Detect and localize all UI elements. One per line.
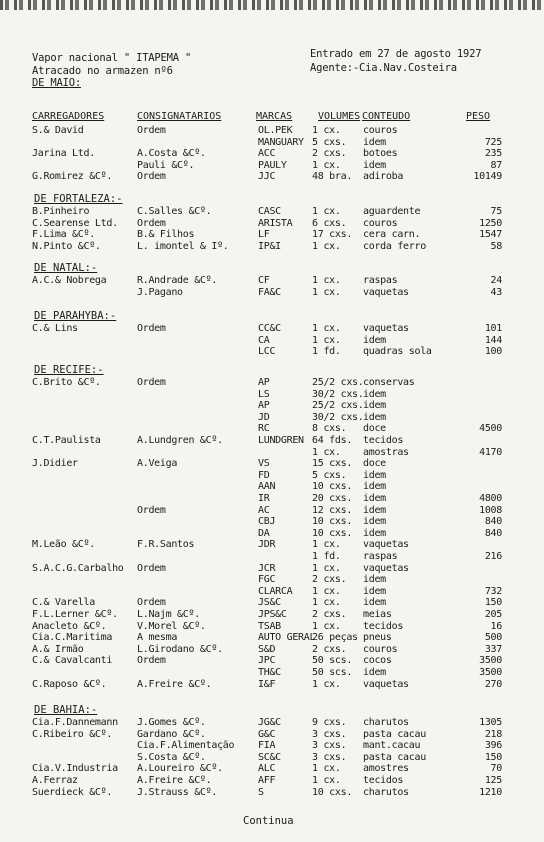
- row-cell-peso: 101: [484, 323, 502, 334]
- row-cell-peso: 43: [490, 286, 502, 298]
- row-cell-volumes: 26 peças: [312, 632, 358, 644]
- row-cell-consignatario: J.Pagano: [137, 286, 183, 298]
- row-cell-consignatario: L.Najm &Cº.: [137, 609, 200, 620]
- row-cell-marca: AUTO GERAL: [258, 632, 316, 644]
- row-cell-consignatario: L. imontel & Iº.: [137, 240, 229, 252]
- row-cell-consignatario: A mesma: [137, 632, 178, 644]
- row-cell-conteudo: meias: [363, 609, 392, 620]
- row-cell-marca: AC: [258, 504, 270, 516]
- row-cell-consignatario: Ordem: [137, 125, 166, 136]
- row-cell-conteudo: idem: [363, 388, 386, 400]
- row-cell-peso: 1008: [479, 504, 502, 516]
- row-cell-marca: ALC: [258, 763, 276, 775]
- row-cell-carregador: Cia.V.Industria: [32, 763, 118, 775]
- row-cell-carregador: Anacleto &Cº.: [32, 620, 107, 632]
- row-cell-conteudo: idem: [363, 527, 386, 539]
- row-cell-conteudo: corda ferro: [363, 240, 426, 252]
- row-cell-conteudo: doce: [363, 423, 386, 435]
- row-cell-conteudo: idem: [363, 159, 386, 171]
- section-heading: DE NATAL:-: [34, 262, 98, 274]
- row-cell-peso: 840: [484, 516, 502, 528]
- row-cell-marca: ARISTA: [258, 217, 293, 229]
- row-cell-peso: 216: [484, 551, 502, 562]
- row-cell-consignatario: Ordem: [137, 504, 166, 516]
- row-cell-conteudo: couros: [363, 125, 398, 136]
- row-cell-carregador: S.A.C.G.Carbalho: [32, 562, 124, 574]
- row-cell-carregador: Suerdieck &Cº.: [32, 786, 113, 798]
- row-cell-marca: LS: [258, 388, 270, 400]
- row-cell-carregador: C.Brito &Cº.: [32, 377, 101, 388]
- section-heading: DE PARAHYBA:-: [34, 310, 117, 322]
- row-cell-carregador: S.& David: [32, 125, 84, 136]
- row-cell-marca: FIA: [258, 740, 276, 752]
- row-cell-marca: AP: [258, 377, 270, 388]
- row-cell-conteudo: vaquetas: [363, 539, 409, 551]
- row-cell-marca: LUNDGREN: [258, 435, 304, 446]
- row-cell-consignatario: J.Strauss &Cº.: [137, 786, 218, 798]
- column-header-consignatarios: CONSIGNATARIOS: [137, 111, 222, 122]
- row-cell-carregador: C.Searense Ltd.: [32, 217, 118, 229]
- row-cell-volumes: 1 cx.: [312, 334, 341, 346]
- row-cell-conteudo: idem: [363, 334, 386, 346]
- row-cell-peso: 125: [484, 775, 502, 786]
- row-cell-volumes: 64 fds.: [312, 435, 353, 446]
- row-cell-marca: JG&C: [258, 717, 281, 728]
- row-cell-marca: AP: [258, 400, 270, 412]
- row-cell-peso: 3500: [479, 667, 502, 678]
- row-cell-peso: 732: [484, 585, 502, 597]
- row-cell-volumes: 10 cxs.: [312, 516, 353, 528]
- row-cell-consignatario: Ordem: [137, 655, 166, 667]
- row-cell-peso: 1305: [479, 717, 502, 728]
- row-cell-marca: CBJ: [258, 516, 276, 528]
- vessel-name: Vapor nacional " ITAPEMA ": [32, 52, 192, 64]
- row-cell-conteudo: idem: [363, 469, 386, 481]
- row-cell-volumes: 1 cx.: [312, 159, 341, 171]
- row-cell-consignatario: A.Lundgren &Cº.: [137, 435, 223, 446]
- row-cell-peso: 150: [484, 751, 502, 763]
- row-cell-conteudo: tecidos: [363, 775, 404, 786]
- row-cell-conteudo: charutos: [363, 786, 409, 798]
- row-cell-conteudo: couros: [363, 217, 398, 229]
- row-cell-conteudo: mant.cacau: [363, 740, 421, 752]
- row-cell-consignatario: Ordem: [137, 597, 166, 609]
- column-header-carregadores: CARREGADORES: [32, 111, 105, 122]
- row-cell-carregador: C.Ribeiro &Cº.: [32, 728, 113, 740]
- row-cell-marca: FD: [258, 469, 270, 481]
- row-cell-peso: 150: [484, 597, 502, 609]
- row-cell-conteudo: pasta cacau: [363, 751, 426, 763]
- row-cell-marca: JDR: [258, 539, 276, 551]
- row-cell-conteudo: tecidos: [363, 620, 404, 632]
- row-cell-consignatario: Ordem: [137, 323, 166, 334]
- row-cell-peso: 840: [484, 527, 502, 539]
- row-cell-carregador: A.Ferraz: [32, 775, 78, 786]
- row-cell-carregador: C.& Varella: [32, 597, 95, 609]
- column-header-peso: PESO: [466, 111, 491, 122]
- row-cell-marca: VS: [258, 458, 270, 470]
- row-cell-marca: IP&I: [258, 240, 281, 252]
- column-header-marcas: MARCAS: [256, 111, 293, 122]
- row-cell-conteudo: pneus: [363, 632, 392, 644]
- row-cell-peso: 87: [490, 159, 502, 171]
- row-cell-conteudo: idem: [363, 574, 386, 586]
- row-cell-conteudo: idem: [363, 493, 386, 504]
- row-cell-volumes: 1 cx.: [312, 775, 341, 786]
- row-cell-volumes: 1 fd.: [312, 346, 341, 358]
- row-cell-consignatario: V.Morel &Cº.: [137, 620, 206, 632]
- row-cell-volumes: 1 cx.: [312, 206, 341, 217]
- row-cell-peso: 4500: [479, 423, 502, 435]
- row-cell-peso: 337: [484, 643, 502, 655]
- row-cell-conteudo: raspas: [363, 275, 398, 286]
- row-cell-conteudo: vaquetas: [363, 562, 409, 574]
- row-cell-peso: 235: [484, 148, 502, 160]
- row-cell-carregador: F.L.Lerner &Cº.: [32, 609, 118, 620]
- row-cell-volumes: 15 cxs.: [312, 458, 353, 470]
- row-cell-volumes: 50 scs.: [312, 667, 353, 678]
- row-cell-volumes: 1 cx.: [312, 585, 341, 597]
- row-cell-volumes: 6 cxs.: [312, 217, 347, 229]
- row-cell-marca: S&D: [258, 643, 276, 655]
- row-cell-peso: 396: [484, 740, 502, 752]
- row-cell-conteudo: idem: [363, 136, 386, 148]
- row-cell-conteudo: idem: [363, 585, 386, 597]
- row-cell-conteudo: idem: [363, 400, 386, 412]
- row-cell-conteudo: amostras: [363, 446, 409, 458]
- column-header-volumes: VOLUMES: [318, 111, 361, 122]
- row-cell-carregador: M.Leão &Cº.: [32, 539, 95, 551]
- row-cell-marca: TH&C: [258, 667, 281, 678]
- row-cell-volumes: 1 cx.: [312, 323, 341, 334]
- row-cell-volumes: 10 cxs.: [312, 481, 353, 493]
- row-cell-marca: LCC: [258, 346, 276, 358]
- row-cell-marca: MANGUARY: [258, 136, 304, 148]
- row-cell-marca: JD: [258, 411, 270, 423]
- row-cell-marca: IR: [258, 493, 270, 504]
- row-cell-conteudo: vaquetas: [363, 678, 409, 690]
- row-cell-volumes: 25/2 cxs.: [312, 377, 364, 388]
- row-cell-marca: ACC: [258, 148, 276, 160]
- row-cell-marca: FGC: [258, 574, 276, 586]
- row-cell-peso: 1210: [479, 786, 502, 798]
- row-cell-consignatario: A.Freire &Cº.: [137, 678, 212, 690]
- row-cell-volumes: 10 cxs.: [312, 527, 353, 539]
- row-cell-conteudo: couros: [363, 643, 398, 655]
- row-cell-marca: SC&C: [258, 751, 281, 763]
- row-cell-consignatario: R.Andrade &Cº.: [137, 275, 218, 286]
- row-cell-carregador: A.C.& Nobrega: [32, 275, 107, 286]
- row-cell-volumes: 1 cx.: [312, 597, 341, 609]
- row-cell-carregador: C.T.Paulista: [32, 435, 101, 446]
- row-cell-conteudo: botoes: [363, 148, 398, 160]
- row-cell-consignatario: Ordem: [137, 171, 166, 183]
- row-cell-volumes: 17 cxs.: [312, 229, 353, 241]
- row-cell-volumes: 1 cx.: [312, 678, 341, 690]
- row-cell-peso: 3500: [479, 655, 502, 667]
- row-cell-conteudo: conservas: [363, 377, 415, 388]
- continued-note: Continua: [243, 815, 294, 827]
- row-cell-conteudo: cera carn.: [363, 229, 421, 241]
- arrival-date: Entrado em 27 de agosto 1927: [310, 48, 482, 60]
- row-cell-conteudo: raspas: [363, 551, 398, 562]
- row-cell-volumes: 5 cxs.: [312, 469, 347, 481]
- row-cell-consignatario: Ordem: [137, 377, 166, 388]
- berth-info: Atracado no armazen nº6: [32, 65, 173, 77]
- row-cell-marca: CLARCA: [258, 585, 293, 597]
- row-cell-conteudo: tecidos: [363, 435, 404, 446]
- row-cell-conteudo: idem: [363, 667, 386, 678]
- row-cell-volumes: 2 cxs.: [312, 609, 347, 620]
- row-cell-volumes: 1 fd.: [312, 551, 341, 562]
- row-cell-volumes: 8 cxs.: [312, 423, 347, 435]
- row-cell-consignatario: Pauli &Cº.: [137, 159, 195, 171]
- row-cell-conteudo: vaquetas: [363, 286, 409, 298]
- row-cell-conteudo: adiroba: [363, 171, 404, 183]
- row-cell-conteudo: doce: [363, 458, 386, 470]
- row-cell-marca: OL.PEK: [258, 125, 293, 136]
- row-cell-consignatario: F.R.Santos: [137, 539, 195, 551]
- section-heading: DE BAHIA:-: [34, 704, 98, 716]
- row-cell-volumes: 1 cx.: [312, 562, 341, 574]
- row-cell-marca: LF: [258, 229, 270, 241]
- row-cell-volumes: 30/2 cxs.: [312, 411, 364, 423]
- row-cell-conteudo: idem: [363, 504, 386, 516]
- row-cell-marca: JS&C: [258, 597, 281, 609]
- row-cell-conteudo: idem: [363, 481, 386, 493]
- row-cell-volumes: 1 cx.: [312, 125, 341, 136]
- row-cell-consignatario: Ordem: [137, 562, 166, 574]
- row-cell-peso: 70: [490, 763, 502, 775]
- row-cell-carregador: C.& Lins: [32, 323, 78, 334]
- row-cell-marca: DA: [258, 527, 270, 539]
- row-cell-carregador: A.& Irmão: [32, 643, 84, 655]
- row-cell-conteudo: aguardente: [363, 206, 421, 217]
- row-cell-carregador: Jarina Ltd.: [32, 148, 95, 160]
- row-cell-marca: AFF: [258, 775, 276, 786]
- row-cell-marca: CASC: [258, 206, 281, 217]
- row-cell-volumes: 1 cx.: [312, 275, 341, 286]
- row-cell-carregador: F.Lima &Cº.: [32, 229, 95, 241]
- row-cell-marca: RC: [258, 423, 270, 435]
- row-cell-marca: JPS&C: [258, 609, 287, 620]
- row-cell-peso: 1250: [479, 217, 502, 229]
- row-cell-peso: 58: [490, 240, 502, 252]
- row-cell-peso: 725: [484, 136, 502, 148]
- row-cell-volumes: 48 bra.: [312, 171, 353, 183]
- shipping-agent: Agente:-Cia.Nav.Costeira: [310, 62, 457, 74]
- row-cell-conteudo: idem: [363, 516, 386, 528]
- row-cell-marca: AAN: [258, 481, 276, 493]
- row-cell-volumes: 1 cx.: [312, 286, 341, 298]
- row-cell-consignatario: B.& Filhos: [137, 229, 195, 241]
- row-cell-conteudo: pasta cacau: [363, 728, 426, 740]
- row-cell-peso: 10149: [473, 171, 502, 183]
- row-cell-volumes: 30/2 cxs.: [312, 388, 364, 400]
- row-cell-peso: 4170: [479, 446, 502, 458]
- row-cell-conteudo: amostres: [363, 763, 409, 775]
- row-cell-volumes: 20 cxs.: [312, 493, 353, 504]
- row-cell-peso: 24: [490, 275, 502, 286]
- row-cell-consignatario: J.Gomes &Cº.: [137, 717, 206, 728]
- row-cell-volumes: 1 cx.: [312, 240, 341, 252]
- row-cell-conteudo: idem: [363, 597, 386, 609]
- section-heading: DE RECIFE:-: [34, 364, 104, 376]
- row-cell-conteudo: idem: [363, 411, 386, 423]
- row-cell-peso: 16: [490, 620, 502, 632]
- row-cell-marca: PAULY: [258, 159, 287, 171]
- row-cell-consignatario: A.Loureiro &Cº.: [137, 763, 223, 775]
- row-cell-carregador: C.& Cavalcanti: [32, 655, 113, 667]
- row-cell-marca: TSAB: [258, 620, 281, 632]
- row-cell-carregador: N.Pinto &Cº.: [32, 240, 101, 252]
- row-cell-consignatario: Gardano &Cº.: [137, 728, 206, 740]
- row-cell-carregador: B.Pinheiro: [32, 206, 90, 217]
- row-cell-peso: 100: [484, 346, 502, 358]
- row-cell-peso: 1547: [479, 229, 502, 241]
- row-cell-volumes: 5 cxs.: [312, 136, 347, 148]
- column-header-conteudo: CONTEUDO: [362, 111, 411, 122]
- row-cell-marca: G&C: [258, 728, 276, 740]
- row-cell-consignatario: Ordem: [137, 217, 166, 229]
- row-cell-volumes: 2 cxs.: [312, 643, 347, 655]
- row-cell-peso: 270: [484, 678, 502, 690]
- row-cell-volumes: 2 cxs.: [312, 574, 347, 586]
- row-cell-conteudo: vaquetas: [363, 323, 409, 334]
- row-cell-carregador: G.Romirez &Cº.: [32, 171, 113, 183]
- row-cell-conteudo: quadras sola: [363, 346, 432, 358]
- row-cell-volumes: 1 cx.: [312, 446, 341, 458]
- row-cell-volumes: 3 cxs.: [312, 740, 347, 752]
- row-cell-volumes: 1 cx.: [312, 620, 341, 632]
- row-cell-volumes: 1 cx.: [312, 763, 341, 775]
- row-cell-consignatario: Cia.F.Alimentação: [137, 740, 235, 752]
- section-heading: DE FORTALEZA:-: [34, 193, 123, 205]
- row-cell-volumes: 1 cx.: [312, 539, 341, 551]
- row-cell-marca: FA&C: [258, 286, 281, 298]
- row-cell-volumes: 3 cxs.: [312, 751, 347, 763]
- row-cell-volumes: 2 cxs.: [312, 148, 347, 160]
- row-cell-volumes: 50 scs.: [312, 655, 353, 667]
- row-cell-volumes: 10 cxs.: [312, 786, 353, 798]
- row-cell-marca: JCR: [258, 562, 276, 574]
- row-cell-volumes: 25/2 cxs.: [312, 400, 364, 412]
- row-cell-marca: CF: [258, 275, 270, 286]
- row-cell-peso: 75: [490, 206, 502, 217]
- row-cell-peso: 4800: [479, 493, 502, 504]
- row-cell-marca: JJC: [258, 171, 276, 183]
- row-cell-carregador: Cia.C.Maritima: [32, 632, 113, 644]
- row-cell-marca: CA: [258, 334, 270, 346]
- row-cell-peso: 218: [484, 728, 502, 740]
- row-cell-carregador: Cia.F.Dannemann: [32, 717, 118, 728]
- row-cell-carregador: C.Raposo &Cº.: [32, 678, 107, 690]
- row-cell-volumes: 3 cxs.: [312, 728, 347, 740]
- row-cell-consignatario: S.Costa &Cº.: [137, 751, 206, 763]
- row-cell-consignatario: A.Costa &Cº.: [137, 148, 206, 160]
- row-cell-peso: 500: [484, 632, 502, 644]
- row-cell-consignatario: C.Salles &Cº.: [137, 206, 212, 217]
- row-cell-consignatario: A.Veiga: [137, 458, 178, 470]
- row-cell-carregador: J.Didier: [32, 458, 78, 470]
- row-cell-conteudo: charutos: [363, 717, 409, 728]
- origin-heading: DE MAIO:: [32, 77, 81, 89]
- row-cell-conteudo: cocos: [363, 655, 392, 667]
- row-cell-volumes: 9 cxs.: [312, 717, 347, 728]
- row-cell-peso: 205: [484, 609, 502, 620]
- row-cell-volumes: 12 cxs.: [312, 504, 353, 516]
- row-cell-marca: CC&C: [258, 323, 281, 334]
- row-cell-consignatario: A.Freire &Cº.: [137, 775, 212, 786]
- row-cell-marca: JPC: [258, 655, 276, 667]
- row-cell-peso: 144: [484, 334, 502, 346]
- row-cell-marca: I&F: [258, 678, 276, 690]
- row-cell-consignatario: L.Girodano &Cº.: [137, 643, 223, 655]
- row-cell-marca: S: [258, 786, 264, 798]
